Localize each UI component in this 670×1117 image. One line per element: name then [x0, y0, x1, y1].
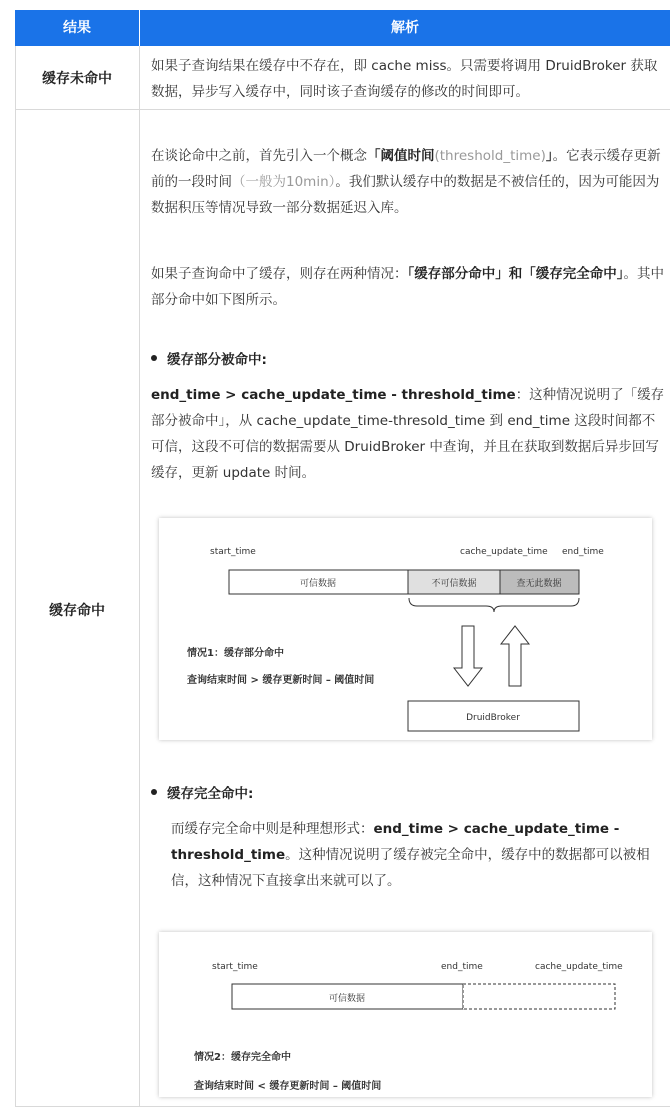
- label-cache-update-time: cache_update_time: [460, 547, 548, 557]
- seg-trusted: 可信数据: [299, 579, 337, 589]
- bullet-full-hit: 缓存完全命中:: [151, 781, 253, 807]
- druidbroker-box: DruidBroker: [466, 713, 520, 723]
- table-header: [15, 10, 670, 46]
- seg-untrusted: 不可信数据: [431, 579, 477, 589]
- label-cache-update-time-2: cache_update_time: [535, 962, 623, 972]
- seg-nodata: 查无此数据: [516, 579, 562, 589]
- paragraph-full-hit: 而缓存完全命中则是种理想形式：end_time > cache_update_time - threshold_time。这种情况说明了缓存被完全命中，缓存中的数据都可以被相信，这种情况下直接拿出来就可以了。: [171, 821, 650, 889]
- explanation-table: [15, 10, 670, 1107]
- figure-full-hit: [159, 932, 652, 1097]
- label-start-time: start_time: [210, 547, 256, 557]
- cache-miss-text: 如果子查询结果在缓存中不存在，即 cache miss。只需要将调用 DruidBroker 获取数据，异步写入缓存中，同时该子查询缓存的修改的时间即可。: [151, 58, 658, 100]
- case2-rule: 查询结束时间 < 缓存更新时间 – 阈值时间: [194, 1081, 382, 1092]
- case2-label: 情况2：缓存完全命中: [194, 1052, 291, 1063]
- up-arrow-icon: [501, 626, 529, 686]
- header-analysis: 解析: [391, 20, 419, 36]
- label-end-time-2: end_time: [441, 962, 483, 972]
- row-label-cache-miss: 缓存未命中: [42, 71, 112, 87]
- row-label-cache-hit: 缓存命中: [49, 603, 105, 619]
- paragraph-partial-hit: end_time > cache_update_time - threshold_time：这种情况说明了「缓存部分被命中」，从 cache_update_time-thresold_time 到 end_time 这段时间都不可信，这段不可信的数据需要从 DruidBroker 中查询，并且在获取到数据后异步回写缓存，更新 update 时间。: [151, 387, 665, 481]
- paragraph-threshold: 在谈论命中之前，首先引入一个概念「阈值时间(threshold_time)」。它表示缓存更新前的一段时间（一般为10min）。我们默认缓存中的数据是不被信任的，因为可能因为数据积压等情况导致一部分数据延迟入库。: [151, 148, 661, 216]
- label-start-time-2: start_time: [212, 962, 258, 972]
- label-end-time: end_time: [562, 547, 604, 557]
- header-result: 结果: [63, 20, 91, 36]
- down-arrow-icon: [454, 626, 482, 686]
- paragraph-two-cases: 如果子查询命中了缓存，则存在两种情况：「缓存部分命中」和「缓存完全命中」。其中部分命中如下图所示。: [151, 266, 664, 308]
- case1-label: 情况1：缓存部分命中: [187, 648, 284, 659]
- bullet-partial-hit: 缓存部分被命中:: [151, 347, 267, 373]
- seg-trusted-2: 可信数据: [328, 994, 366, 1004]
- case1-rule: 查询结束时间 > 缓存更新时间 – 阈值时间: [187, 675, 375, 686]
- figure-partial-hit: [159, 518, 652, 740]
